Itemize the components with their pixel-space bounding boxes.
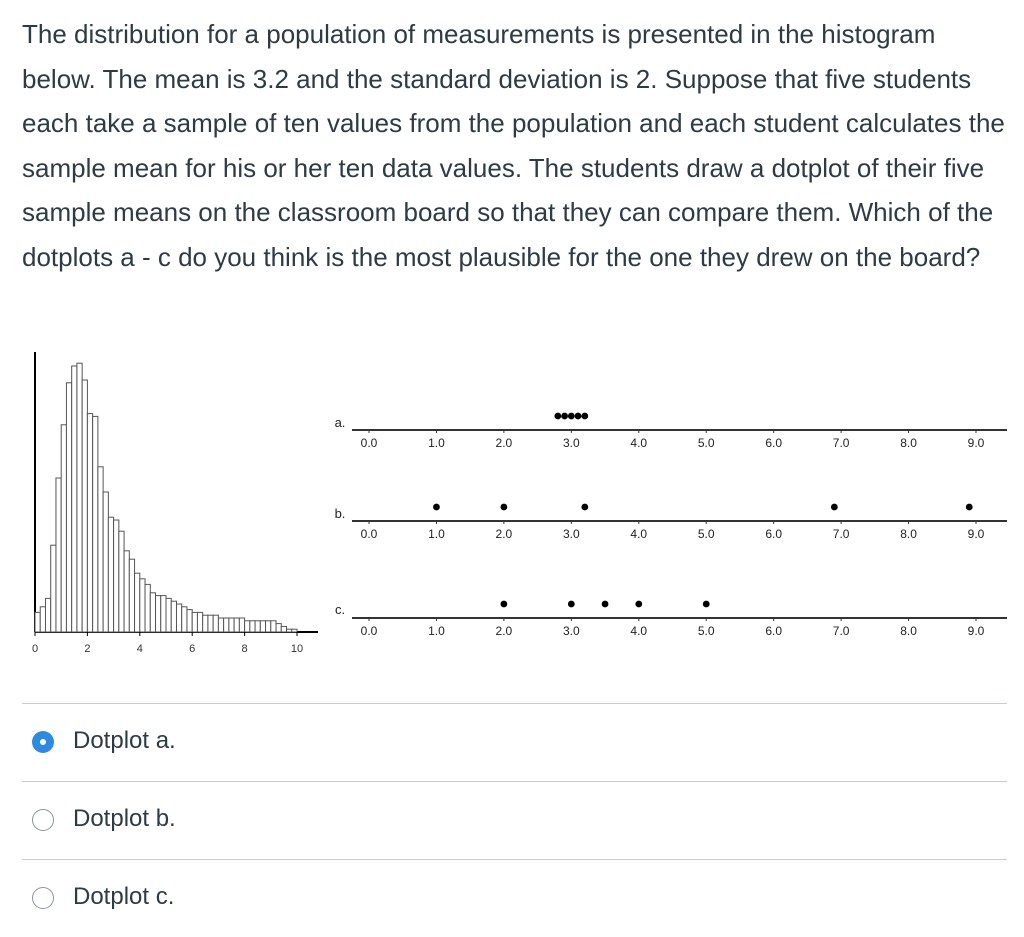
histogram-bar xyxy=(234,618,239,632)
answer-label-b[interactable]: Dotplot b. xyxy=(73,805,176,832)
dotplot-tick-label: 6.0 xyxy=(765,527,783,541)
histogram-tick-label: 0 xyxy=(31,643,39,655)
dotplot-tick-label: 1.0 xyxy=(428,436,445,450)
histogram-bar xyxy=(203,615,208,632)
dotplot-c xyxy=(335,601,1007,638)
dotplot-a xyxy=(335,413,1007,450)
histogram-bar xyxy=(245,621,250,632)
histogram-bar xyxy=(108,517,113,632)
dotplot-tick-label: 9.0 xyxy=(967,624,985,638)
dotplot-point xyxy=(568,413,575,420)
histogram-bar xyxy=(171,601,176,632)
histogram-bar xyxy=(82,380,87,632)
dotplot-b xyxy=(335,504,1007,541)
dotplot-tick-label: 4.0 xyxy=(630,624,648,638)
histogram-bar xyxy=(218,618,223,632)
figure-panel xyxy=(0,340,1024,670)
histogram-bar xyxy=(176,604,181,632)
dotplot-tick-label: 3.0 xyxy=(562,436,580,450)
dotplot-label: c. xyxy=(334,602,346,617)
histogram-bar xyxy=(114,520,119,632)
histogram-bar xyxy=(87,414,92,632)
dotplot-tick-label: 2.0 xyxy=(495,436,513,450)
histogram-bar xyxy=(161,596,166,632)
dotplot-tick-label: 6.0 xyxy=(765,436,783,450)
dotplot-tick-label: 5.0 xyxy=(697,436,715,450)
answer-option-c[interactable] xyxy=(22,859,1007,937)
histogram-bar xyxy=(56,478,61,632)
dotplot-point xyxy=(568,601,575,608)
histogram-bar xyxy=(40,607,45,632)
histogram-bar xyxy=(156,596,161,632)
dotplot-tick-label: 0.0 xyxy=(360,436,378,450)
histogram-bar xyxy=(229,618,234,632)
histogram-bar xyxy=(192,612,197,632)
dotplot-tick-label: 8.0 xyxy=(900,436,917,450)
histogram-bar xyxy=(281,626,286,632)
dotplot-point xyxy=(500,504,507,511)
histogram-bar xyxy=(145,584,150,632)
histogram-bar xyxy=(119,531,124,632)
dotplot-tick-label: 3.0 xyxy=(562,527,580,541)
histogram-bar xyxy=(150,593,155,632)
histogram-bar xyxy=(292,629,297,632)
histogram-bar xyxy=(103,492,108,632)
dotplot-tick-label: 2.0 xyxy=(495,624,513,638)
dotplot-label: b. xyxy=(334,506,346,521)
answer-option-a[interactable] xyxy=(22,703,1007,781)
histogram-bar xyxy=(250,621,255,632)
histogram-bar xyxy=(187,610,192,632)
dotplot-tick-label: 1.0 xyxy=(428,624,445,638)
histogram-bar xyxy=(135,573,140,632)
dotplot-tick-label: 5.0 xyxy=(697,624,715,638)
question-text: The distribution for a population of measurements is presented in the histogram below. The mean is 3.2 and the standard deviation is 2. Suppose that five students each take a sample of ten values from the population and each student calculates the sample mean for his or her ten data values. The students draw a dotplot of their five sample means on the classroom board so that they can compare them. Which of the dotplots a - c do you think is the most plausible for the one they drew on the board? xyxy=(22,19,1005,272)
dotplot-point xyxy=(575,413,582,420)
dotplot-point xyxy=(561,413,568,420)
dotplot-point xyxy=(635,601,642,608)
dotplot-tick-label: 7.0 xyxy=(832,527,850,541)
dotplot-point xyxy=(500,601,507,608)
answer-option-b[interactable] xyxy=(22,781,1007,859)
histogram-bar xyxy=(266,621,271,632)
histogram xyxy=(32,352,318,655)
histogram-tick-label: 6 xyxy=(189,643,196,655)
histogram-bar xyxy=(93,416,98,632)
answer-label-a[interactable]: Dotplot a. xyxy=(73,727,176,754)
dotplot-point xyxy=(581,413,588,420)
dotplot-tick-label: 8.0 xyxy=(900,624,917,638)
dotplot-tick-label: 6.0 xyxy=(765,624,783,638)
radio-button-a[interactable] xyxy=(32,731,54,753)
histogram-bar xyxy=(45,598,50,632)
histogram-bar xyxy=(197,612,202,632)
histogram-bar xyxy=(239,618,244,632)
figure-svg xyxy=(0,340,1024,670)
dotplot-tick-label: 0.0 xyxy=(360,624,378,638)
dotplot-tick-label: 2.0 xyxy=(495,527,513,541)
histogram-bar xyxy=(98,467,103,632)
histogram-bar xyxy=(213,615,218,632)
histogram-bar xyxy=(72,366,77,632)
answer-label-c[interactable]: Dotplot c. xyxy=(73,883,175,910)
histogram-bar xyxy=(255,621,260,632)
dotplot-point xyxy=(703,601,710,608)
dotplot-point xyxy=(966,504,973,511)
histogram-bar xyxy=(260,621,265,632)
histogram-bar xyxy=(35,612,40,632)
dotplot-tick-label: 9.0 xyxy=(967,436,985,450)
dotplot-tick-label: 3.0 xyxy=(562,624,580,638)
histogram-bar xyxy=(129,559,134,632)
histogram-bar xyxy=(287,629,292,632)
answer-list xyxy=(22,703,1007,937)
histogram-bar xyxy=(66,383,71,632)
dotplot-point xyxy=(554,413,561,420)
histogram-bar xyxy=(51,545,56,632)
dotplot-point xyxy=(433,504,440,511)
histogram-bar xyxy=(276,624,281,632)
dotplot-tick-label: 4.0 xyxy=(630,436,648,450)
radio-button-b[interactable] xyxy=(32,809,54,831)
dotplot-tick-label: 1.0 xyxy=(428,527,445,541)
radio-button-c[interactable] xyxy=(32,887,54,909)
dotplot-point xyxy=(602,601,609,608)
histogram-bar xyxy=(124,551,129,632)
histogram-tick-label: 10 xyxy=(290,643,304,655)
histogram-bar xyxy=(208,615,213,632)
histogram-tick-label: 2 xyxy=(84,643,91,655)
histogram-bar xyxy=(224,618,229,632)
dotplot-tick-label: 8.0 xyxy=(900,527,917,541)
dotplot-tick-label: 0.0 xyxy=(360,527,378,541)
histogram-bar xyxy=(77,363,82,632)
histogram-tick-label: 8 xyxy=(241,643,248,655)
dotplot-point xyxy=(831,504,838,511)
histogram-tick-label: 4 xyxy=(136,643,143,655)
histogram-bar xyxy=(271,621,276,632)
dotplot-tick-label: 7.0 xyxy=(832,624,850,638)
dotplot-point xyxy=(581,504,588,511)
dotplot-tick-label: 5.0 xyxy=(697,527,715,541)
histogram-bar xyxy=(166,598,171,632)
dotplot-label: a. xyxy=(334,415,346,430)
dotplot-tick-label: 9.0 xyxy=(967,527,985,541)
histogram-bar xyxy=(61,425,66,632)
histogram-bar xyxy=(140,579,145,632)
dotplot-tick-label: 4.0 xyxy=(630,527,648,541)
dotplot-tick-label: 7.0 xyxy=(832,436,850,450)
histogram-bar xyxy=(182,607,187,632)
